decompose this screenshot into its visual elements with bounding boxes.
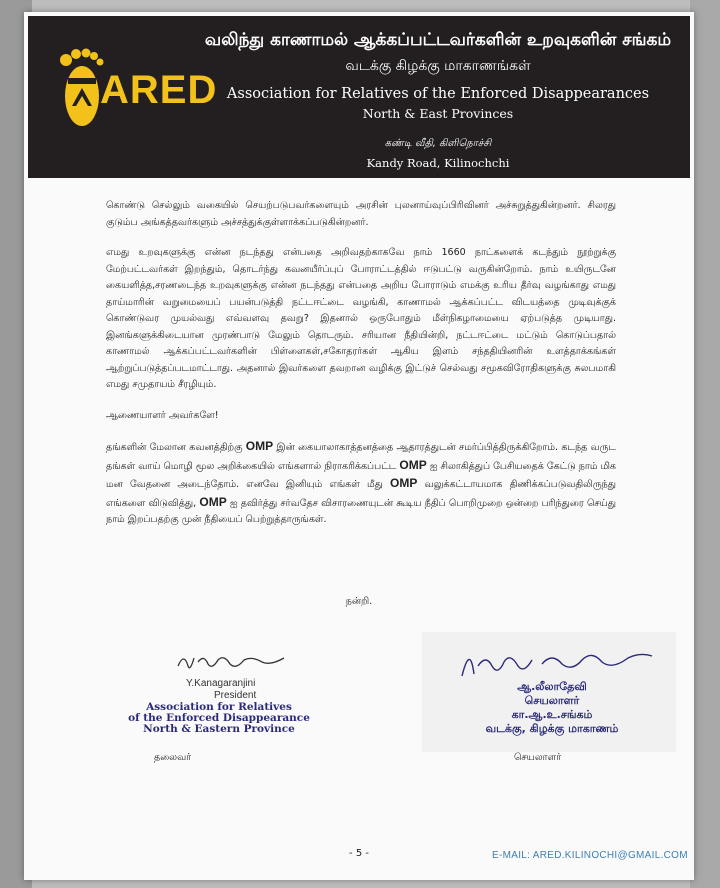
paragraph-3: தங்களின் மேலான கவனத்திற்கு OMP இன் கையாலாகாத்தனத்தை ஆதாரத்துடன் சமர்ப்பித்திருக்கிறோம். கடந்த வருட தங்கள் வாய் மொழி மூல அறிக்கையில் எங்களால் நிராகரிக்கப்பட்ட OMP ஐ சிலாகித்துப் பேசியதைக் கேட்டு நாம் மிக மன வேதனை அடைந்தோம். எனவே இனியும் எங்கள் மீது OMP வலுக்கட்டாயமாக திணிக்கப்படுவதிலிருந்து எங்களை விடுவித்து, OMP ஐ தவிர்த்து சர்வதேச விசாரணையுடன் கூடிய நீதிப் பொறிமுறை ஒன்றை பரிந்துரை செய்து நாம் இறப்பதற்கு முன் நீதியைப் பெற்றுத்தாருங்கள். <box>106 439 616 525</box>
omp-term: OMP <box>199 494 227 509</box>
background-right <box>690 0 720 888</box>
document-page <box>24 12 694 880</box>
president-role: President <box>214 690 257 701</box>
org-subtitle-tamil: வடக்கு கிழக்கு மாகாணங்கள் <box>345 58 531 74</box>
omp-term: OMP <box>245 439 274 453</box>
address-tamil: கண்டி வீதி, கிளிநொச்சி <box>384 138 492 149</box>
secretary-label: செயலாளர் <box>514 752 562 763</box>
org-title-english: Association for Relatives of the Enforced Disappearances <box>226 86 650 102</box>
president-stamp: Association for Relatives of the Enforced Disappearance North & Eastern Province <box>128 701 310 735</box>
paragraph-2: எமது உறவுகளுக்கு என்ன நடந்தது என்பதை அறிவதற்காகவே நாம் 1660 நாட்களைக் கடந்தும் நூற்றுக்கு மேற்பட்டவர்கள் இறந்தும், தொடர்ந்து கவனயீர்ப்புப் போராட்டத்தில் ஈடுபட்டு வருகின்றோம். நாம் உயிருடனே கையளித்த,சரணடைந்த உறவுகளுக்கு என்ன நடந்தது என்பதை அறிய போராடும் எமக்கு உரிய தீர்வு வழங்காது எமது தாய்மாரின் வறுமையைப் பயன்படுத்தி நட்டஈட்டை வழங்கி, காணாமல் ஆக்கப்பட்ட விடயத்தை முடிவுக்குக் கொண்டுவர முயல்வது எவ்வளவு தவறு? இதனால் ஒருபோதும் மீள்நிகழாமையை ஏற்படுத்த முடியாது. இனங்களுக்கிடையான முரண்பாடு மேலும் தொடரும். சரியான நீதியின்றி, நட்டஈட்டை மட்டும் கொடுப்பதால் காணாமல் ஆக்கப்பட்டவர்களின் பிள்ளைகள்,சகோதரர்கள் ஆகிய இளம் சந்ததியினரின் உளத்தாக்கங்கள் ஆற்றுப்படுத்தப்படமாட்டாது. அதனால் இவர்களை தவறான வழிக்கு இட்டுச் செல்வது சமூகவிரோதிகளுக்கு சுலபமாகி எமது சமுதாயம் சீரழியும். <box>106 247 616 390</box>
salutation: ஆணையாளர் அவர்களே! <box>106 409 219 421</box>
address-english: Kandy Road, Kilinochchi <box>366 156 510 170</box>
footer-email: E-MAIL: ARED.KILINOCHI@GMAIL.COM <box>492 850 688 861</box>
president-name: Y.Kanagaranjini <box>186 678 256 689</box>
omp-term: OMP <box>399 457 427 472</box>
secretary-signature <box>452 636 672 684</box>
secretary-stamp: ஆ.லீலாதேவி செயலாளர் கா.ஆ.உ.சங்கம் வடக்கு, கிழக்கு மாகாணம் <box>485 680 619 735</box>
president-signature-block <box>114 646 324 750</box>
page-number: - 5 - <box>349 848 369 859</box>
logo-text: ARED <box>100 68 218 112</box>
paragraph-1: கொண்டு செல்லும் வகையில் செயற்படுபவர்களையும் அரசின் புலனாய்வுப்பிரிவினர் அச்சுறுத்துகின்றனர். சிலரது குடும்ப அங்கத்தவர்களும் அச்சத்துக்குள்ளாக்கப்படுகின்றனர். <box>106 200 616 228</box>
org-title-tamil: வலிந்து காணாமல் ஆக்கப்பட்டவர்களின் உறவுகளின் சங்கம் <box>204 30 672 50</box>
president-label: தலைவர் <box>154 752 192 763</box>
president-signature <box>174 646 294 680</box>
org-subtitle-english: North & East Provinces <box>362 106 514 121</box>
omp-term: OMP <box>390 476 418 490</box>
letter-body <box>106 198 616 543</box>
closing-thanks: நன்றி. <box>345 596 373 607</box>
secretary-signature-block <box>422 632 676 752</box>
ared-logo <box>52 44 218 134</box>
letterhead <box>28 16 690 178</box>
